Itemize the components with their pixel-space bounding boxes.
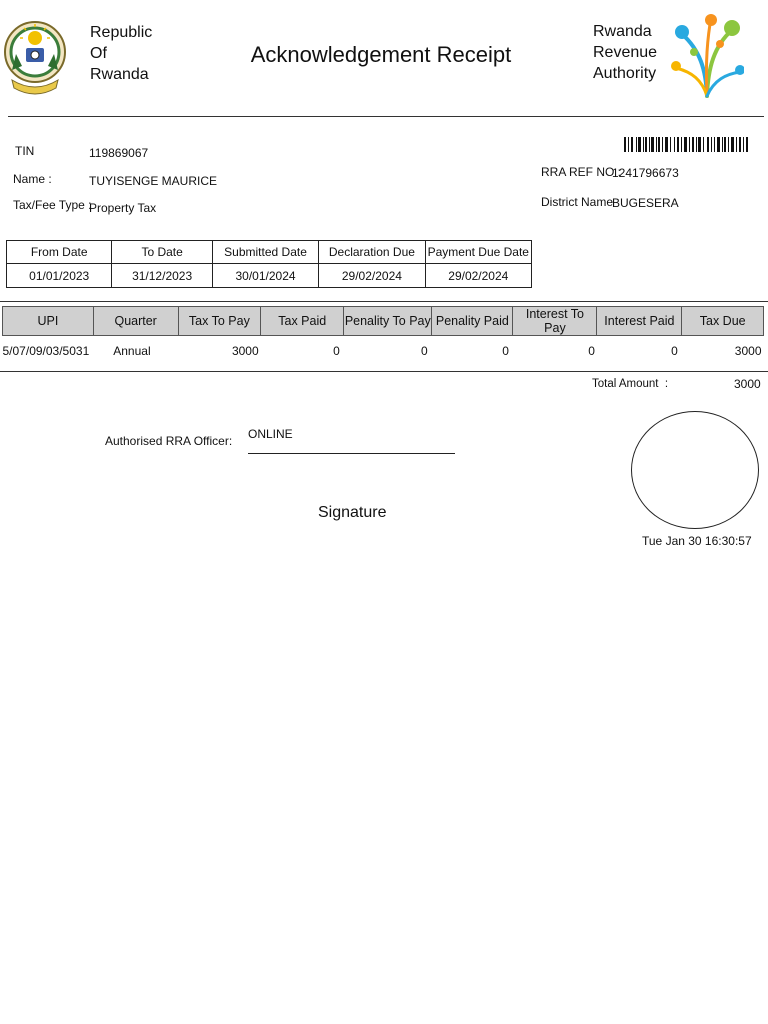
tax-due-header: Tax Due <box>682 307 764 336</box>
declaration-due-value: 29/02/2024 <box>319 264 425 288</box>
authorised-officer-label: Authorised RRA Officer: <box>105 434 233 448</box>
rra-line-3: Authority <box>593 65 657 82</box>
payment-due-date-value: 29/02/2024 <box>425 264 531 288</box>
tax-table <box>2 306 764 366</box>
timestamp: Tue Jan 30 16:30:57 <box>642 534 752 548</box>
rra-line-1: Rwanda <box>593 23 652 40</box>
penalty-to-pay-cell: 0 <box>421 344 428 358</box>
declaration-due-header: Declaration Due <box>319 241 425 264</box>
header-rra-text <box>593 21 657 84</box>
rwanda-line: Rwanda <box>90 66 149 83</box>
authorised-officer-value: ONLINE <box>248 427 293 441</box>
rra-logo-icon <box>670 10 744 100</box>
interest-to-pay-cell: 0 <box>588 344 595 358</box>
tax-paid-cell: 0 <box>333 344 340 358</box>
rra-ref-value: 1241796673 <box>612 166 679 180</box>
tax-table-bottom-rule <box>0 371 768 372</box>
name-label: Name : <box>13 172 52 186</box>
tax-to-pay-cell: 3000 <box>231 344 259 358</box>
officer-signature-line <box>248 453 455 454</box>
republic-line: Republic <box>90 24 153 41</box>
header-divider <box>8 116 764 117</box>
district-label: District Name <box>541 195 614 209</box>
total-amount-label: Total Amount : <box>592 378 669 390</box>
dates-table <box>6 240 532 288</box>
penalty-to-pay-header: Penality To Pay <box>344 307 432 336</box>
signature-label: Signature <box>318 504 387 521</box>
upi-cell: 5/07/09/03/5031 <box>2 344 90 358</box>
rra-line-2: Revenue <box>593 44 658 61</box>
dates-header-row <box>7 241 532 264</box>
barcode-icon <box>624 137 750 152</box>
dates-value-row <box>7 264 532 288</box>
payment-due-date-header: Payment Due Date <box>425 241 531 264</box>
district-value: BUGESERA <box>612 196 679 210</box>
name-value: TUYISENGE MAURICE <box>89 174 218 188</box>
from-date-header: From Date <box>7 241 112 264</box>
interest-paid-header: Interest Paid <box>597 307 682 336</box>
tin-value: 119869067 <box>89 146 149 160</box>
submitted-date-value: 30/01/2024 <box>212 264 318 288</box>
interest-paid-cell: 0 <box>671 344 678 358</box>
stamp-circle <box>631 411 759 529</box>
of-line: Of <box>90 45 107 62</box>
penalty-paid-header: Penality Paid <box>432 307 513 336</box>
tax-paid-header: Tax Paid <box>261 307 344 336</box>
to-date-header: To Date <box>112 241 212 264</box>
total-amount-value: 3000 <box>734 377 761 391</box>
document-title: Acknowledgement Receipt <box>250 42 512 67</box>
rra-ref-label: RRA REF NO : <box>541 165 622 179</box>
tax-to-pay-header: Tax To Pay <box>178 307 261 336</box>
submitted-date-header: Submitted Date <box>212 241 318 264</box>
tax-type-label: Tax/Fee Type : <box>13 198 92 212</box>
tax-due-cell: 3000 <box>734 344 762 358</box>
table-row <box>3 336 764 367</box>
to-date-value: 31/12/2023 <box>112 264 212 288</box>
tax-table-top-rule <box>0 301 768 302</box>
penalty-paid-cell: 0 <box>502 344 509 358</box>
quarter-header: Quarter <box>93 307 178 336</box>
tax-type-value: Property Tax <box>89 201 157 215</box>
upi-header: UPI <box>3 307 94 336</box>
quarter-cell: Annual <box>113 344 151 358</box>
tin-label: TIN <box>15 144 35 158</box>
tax-header-row <box>3 307 764 336</box>
from-date-value: 01/01/2023 <box>7 264 112 288</box>
interest-to-pay-header: Interest To Pay <box>513 307 597 336</box>
